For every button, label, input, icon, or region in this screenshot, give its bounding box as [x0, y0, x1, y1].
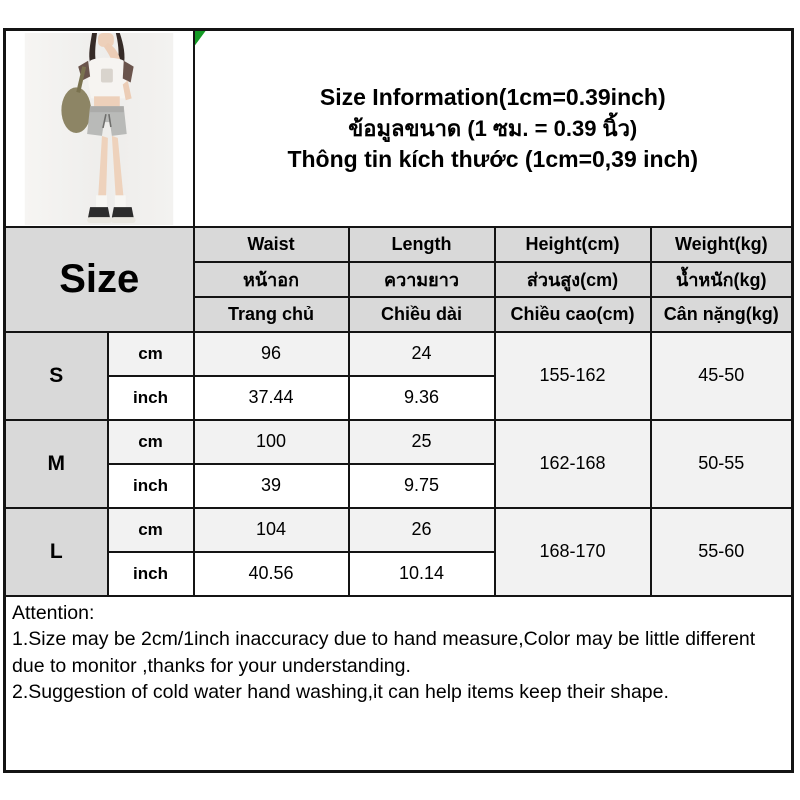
cell-m-inch-length: 9.75: [349, 464, 495, 508]
attention-heading: Attention:: [12, 601, 95, 624]
cell-m-height: 162-168: [495, 420, 651, 508]
col-header-length-th: ความยาว: [349, 262, 495, 297]
col-header-waist-en: Waist: [194, 227, 349, 262]
title-line-th: ข้อมูลขนาด (1 ซม. = 0.39 นิ้ว): [348, 115, 638, 141]
row-l-unit-cm: cm: [108, 508, 194, 552]
cell-m-cm-waist: 100: [194, 420, 349, 464]
title-line-en: Size Information(1cm=0.39inch): [319, 83, 666, 110]
col-header-length-en: Length: [349, 227, 495, 262]
size-header-cell: Size: [5, 227, 194, 332]
row-l-label: L: [5, 508, 108, 596]
cell-m-weight: 50-55: [651, 420, 793, 508]
row-m-unit-cm: cm: [108, 420, 194, 464]
row-m-unit-inch: inch: [108, 464, 194, 508]
cell-s-weight: 45-50: [651, 332, 793, 420]
cell-m-inch-waist: 39: [194, 464, 349, 508]
photo-title-row: [5, 30, 793, 227]
row-s-cm: [5, 332, 793, 376]
col-header-height-th: ส่วนสูง(cm): [495, 262, 651, 297]
col-header-height-en: Height(cm): [495, 227, 651, 262]
header-row-en: [5, 227, 793, 262]
cell-l-weight: 55-60: [651, 508, 793, 596]
attention-cell: [5, 596, 793, 772]
row-l-cm: [5, 508, 793, 552]
size-chart-sheet: [3, 28, 794, 773]
attention-row: [5, 596, 793, 772]
attention-note-1: 1.Size may be 2cm/1inch inaccuracy due to hand measure,Color may be little different due to monitor ,thanks for your understanding.: [12, 628, 756, 677]
size-table: [3, 28, 794, 773]
cell-m-cm-length: 25: [349, 420, 495, 464]
attention-note-2: 2.Suggestion of cold water hand washing,it can help items keep their shape.: [12, 681, 669, 703]
cell-l-height: 168-170: [495, 508, 651, 596]
row-m-label: M: [5, 420, 108, 508]
col-header-length-vi: Chiều dài: [349, 297, 495, 332]
col-header-weight-en: Weight(kg): [651, 227, 793, 262]
row-m-cm: [5, 420, 793, 464]
photo-cell: [5, 30, 194, 227]
cell-s-cm-waist: 96: [194, 332, 349, 376]
title-line-vi: Thông tin kích thước (1cm=0,39 inch): [287, 145, 699, 172]
cell-l-cm-waist: 104: [194, 508, 349, 552]
product-photo: [24, 33, 174, 225]
title-cell: [194, 30, 793, 227]
cell-l-cm-length: 26: [349, 508, 495, 552]
cell-s-inch-length: 9.36: [349, 376, 495, 420]
row-s-unit-cm: cm: [108, 332, 194, 376]
cell-s-inch-waist: 37.44: [194, 376, 349, 420]
row-l-unit-inch: inch: [108, 552, 194, 596]
col-header-weight-vi: Cân nặng(kg): [651, 297, 793, 332]
cell-l-inch-waist: 40.56: [194, 552, 349, 596]
green-corner-flag-icon: [195, 31, 206, 46]
cell-l-inch-length: 10.14: [349, 552, 495, 596]
col-header-height-vi: Chiều cao(cm): [495, 297, 651, 332]
row-s-label: S: [5, 332, 108, 420]
row-s-unit-inch: inch: [108, 376, 194, 420]
col-header-waist-th: หน้าอก: [194, 262, 349, 297]
col-header-waist-vi: Trang chủ: [194, 297, 349, 332]
col-header-weight-th: น้ำหนัก(kg): [651, 262, 793, 297]
cell-s-height: 155-162: [495, 332, 651, 420]
cell-s-cm-length: 24: [349, 332, 495, 376]
